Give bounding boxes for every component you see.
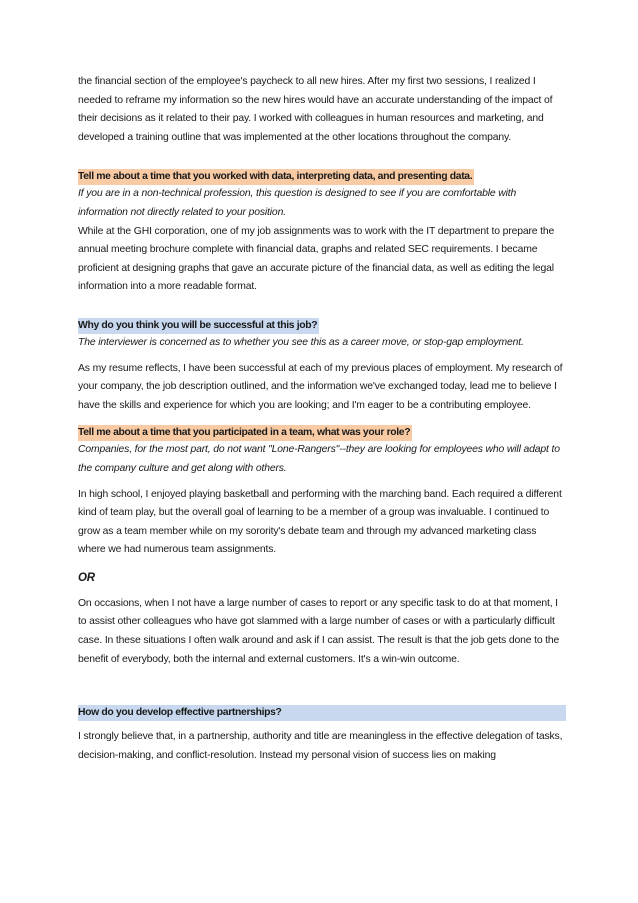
answer-paragraph-alt: On occasions, when I not have a large number of cases to report or any specific task to do at that moment, I to assist other colleagues who have got slammed with a large number of cases or with a particularly difficult case. In these situations I often walk around and ask if I can assist. The result is that the job gets done to the benefit of everybody, both the internal and external customers. It's a win-win outcome. xyxy=(78,597,560,665)
answer-paragraph: While at the GHI corporation, one of my job assignments was to work with the IT department to prepare the annual meeting brochure complete with financial data, graphs and related SEC requirements. I became proficient at designing graphs that gave an accurate picture of the financial data, as well as editing the legal information into a more readable format. xyxy=(78,225,555,293)
interviewer-note: The interviewer is concerned as to whether you see this as a career move, or stop-gap employment. xyxy=(78,336,524,348)
answer-paragraph: In high school, I enjoyed playing basketball and performing with the marching band. Each required a different kind of team play, but the overall goal of learning to be a member of a group was invaluable. I continued to grow as a team member while on my sorority's debate team and through my advanced marketing class where we had numerous team assignments. xyxy=(78,488,562,556)
section-team xyxy=(78,422,566,669)
question-heading: Tell me about a time that you participated in a team, what was your role? xyxy=(78,425,412,441)
answer-paragraph: I strongly believe that, in a partnership, authority and title are meaningless in the effective delegation of tasks, decision-making, and conflict-resolution. Instead my personal vision of success lies on making xyxy=(78,731,563,761)
section-success xyxy=(78,315,566,415)
section-partnerships xyxy=(78,705,566,765)
interviewer-note: Companies, for the most part, do not want "Lone-Rangers"--they are looking for employees who will adapt to the company culture and get along with others. xyxy=(78,444,560,474)
question-heading: How do you develop effective partnerships? xyxy=(78,705,566,721)
section-data xyxy=(78,166,566,297)
question-heading: Why do you think you will be successful at this job? xyxy=(78,318,319,334)
or-label: OR xyxy=(78,571,95,584)
interviewer-note: If you are in a non-technical profession, this question is designed to see if you are comfortable with information not directly related to your position. xyxy=(78,188,517,218)
intro-paragraph: the financial section of the employee's paycheck to all new hires. After my first two sessions, I realized I needed to reframe my information so the new hires would have an accurate understanding of the impact of their decisions as it related to their pay. I worked with colleagues in human resources and marketing, and developed a training outline that was implemented at the other locations throughout the company. xyxy=(78,76,553,143)
question-heading: Tell me about a time that you worked with data, interpreting data, and presenting data. xyxy=(78,169,474,185)
answer-paragraph: As my resume reflects, I have been successful at each of my previous places of employment. My research of your company, the job description outlined, and the information we've exchanged today, lead me to believe I have the skills and experience for which you are looking; and I'm eager to be a contributing employee. xyxy=(78,362,563,411)
